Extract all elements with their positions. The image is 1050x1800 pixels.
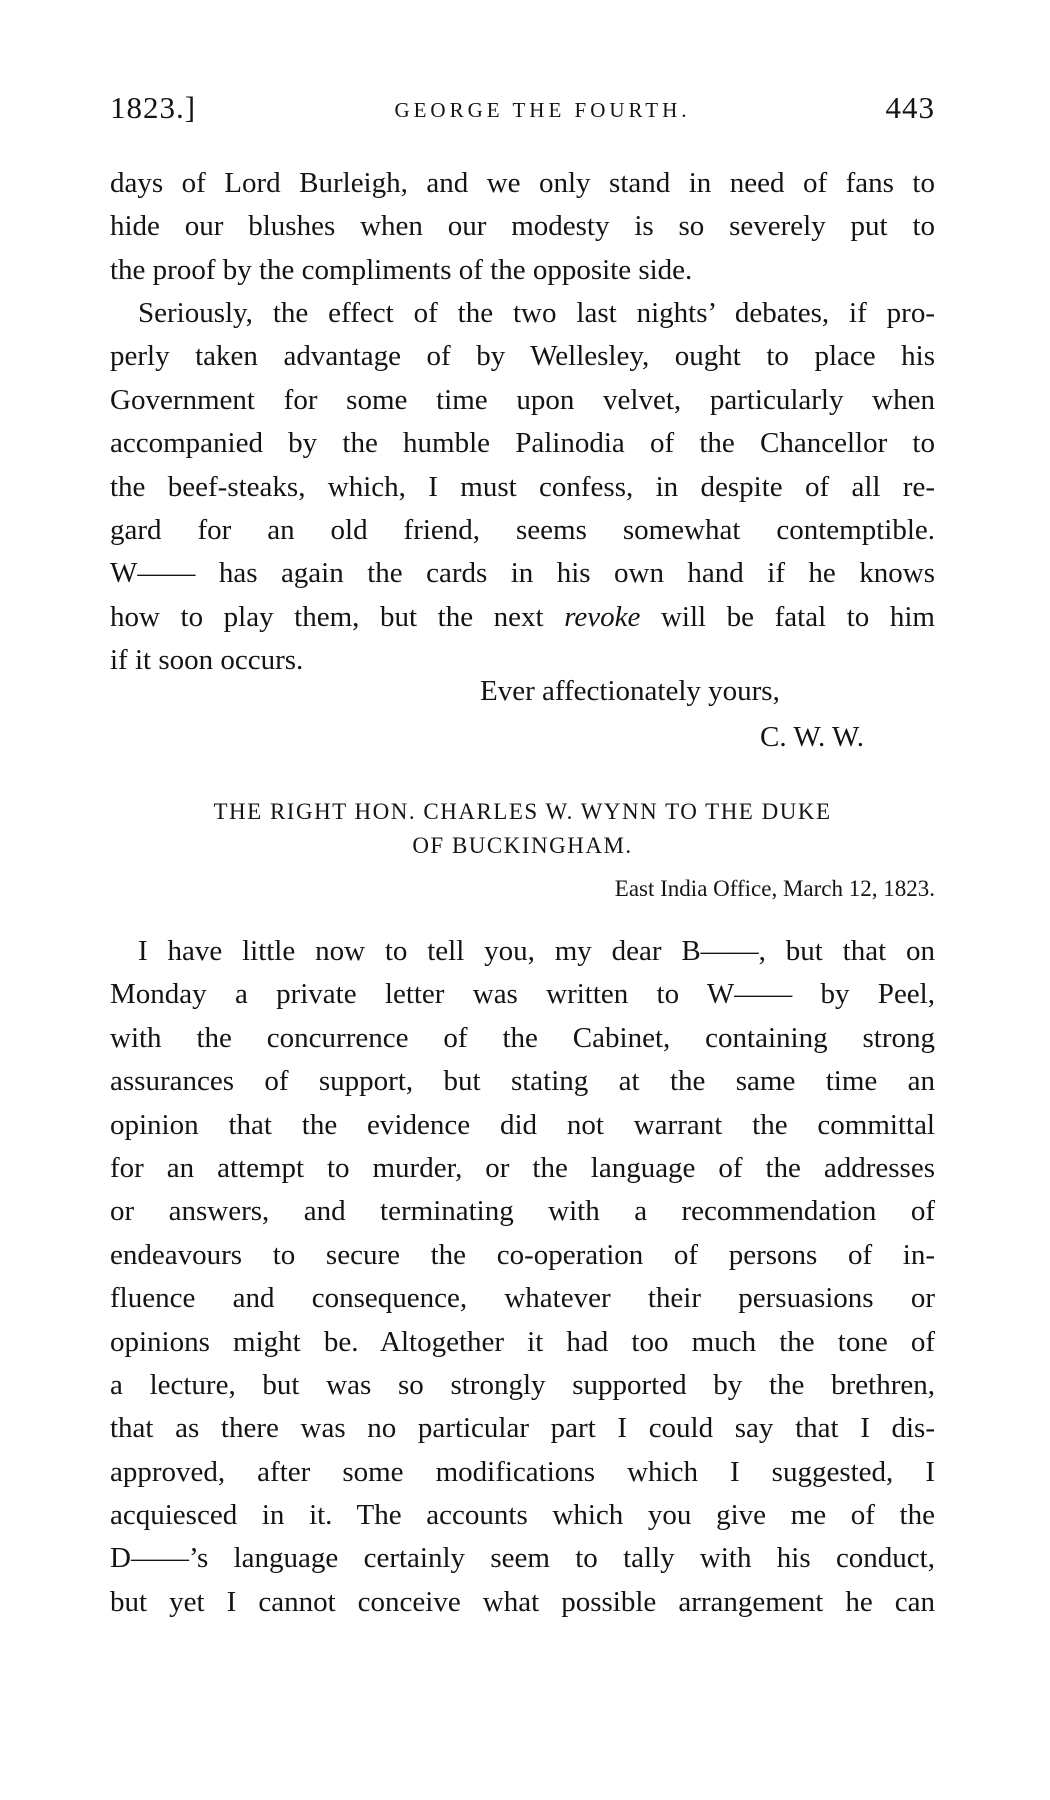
text-line: opinions might be. Altogether it had too much the tone of xyxy=(110,1325,935,1358)
paragraph-seriously xyxy=(110,292,935,683)
text-line-with-italic xyxy=(110,596,935,639)
text-line: acquiesced in it. The accounts which you give me of the xyxy=(110,1499,935,1532)
text-line: D——’s language certainly seem to tally with his conduct, xyxy=(110,1542,935,1575)
letter-heading-line: THE RIGHT HON. CHARLES W. WYNN TO THE DUKE xyxy=(213,799,832,824)
text-line: the beef-steaks, which, I must confess, in despite of all re- xyxy=(110,470,935,503)
header-title: GEORGE THE FOURTH. xyxy=(394,98,691,122)
text-line: days of Lord Burleigh, and we only stand in need of fans to xyxy=(110,167,935,199)
text-line: but yet I cannot conceive what possible arrangement he can xyxy=(110,1585,935,1618)
text-line: with the concurrence of the Cabinet, containing strong xyxy=(110,1021,935,1054)
text-segment: how to play them, but the next xyxy=(110,600,565,633)
header-year: 1823.] xyxy=(110,90,197,125)
text-line: or answers, and terminating with a recommendation of xyxy=(110,1195,935,1228)
letter-heading-line: OF BUCKINGHAM. xyxy=(412,833,633,858)
signature: C. W. W. xyxy=(760,721,864,753)
valediction: Ever affectionately yours, xyxy=(480,675,780,707)
running-header xyxy=(110,90,935,140)
text-line: opinion that the evidence did not warrant the committal xyxy=(110,1108,935,1141)
text-line: perly taken advantage of by Wellesley, ought to place his xyxy=(110,340,935,373)
dateline: East India Office, March 12, 1823. xyxy=(614,876,935,901)
text-segment: will be fatal to him xyxy=(640,600,935,633)
paragraph-continued xyxy=(110,162,935,292)
text-line: assurances of support, but stating at the same time an xyxy=(110,1065,935,1098)
text-line: for an attempt to murder, or the language of the addresses xyxy=(110,1151,935,1184)
letter-body xyxy=(110,930,935,1624)
text-line: W—— has again the cards in his own hand if he knows xyxy=(110,557,935,590)
text-line: the proof by the compliments of the opposite side. xyxy=(110,253,693,286)
text-line: Monday a private letter was written to W—— by Peel, xyxy=(110,978,935,1011)
text-line: accompanied by the humble Palinodia of the Chancellor to xyxy=(110,427,935,460)
page-number: 443 xyxy=(885,90,935,125)
text-line: hide our blushes when our modesty is so severely put to xyxy=(110,210,935,243)
text-line: Seriously, the effect of the two last nights’ debates, if pro- xyxy=(138,297,935,329)
text-line: I have little now to tell you, my dear B——, but that on xyxy=(138,935,935,967)
italic-word: revoke xyxy=(564,600,641,633)
text-line: if it soon occurs. xyxy=(110,644,304,677)
text-line: that as there was no particular part I could say that I dis- xyxy=(110,1412,935,1445)
text-line: Government for some time upon velvet, particularly when xyxy=(110,383,935,416)
text-line: a lecture, but was so strongly supported by the brethren, xyxy=(110,1368,935,1401)
text-line: approved, after some modifications which I suggested, I xyxy=(110,1455,935,1488)
text-line: fluence and consequence, whatever their persuasions or xyxy=(110,1282,935,1315)
text-line: endeavours to secure the co-operation of persons of in- xyxy=(110,1238,935,1271)
letter-heading xyxy=(110,795,935,863)
text-line: gard for an old friend, seems somewhat contemptible. xyxy=(110,513,935,546)
